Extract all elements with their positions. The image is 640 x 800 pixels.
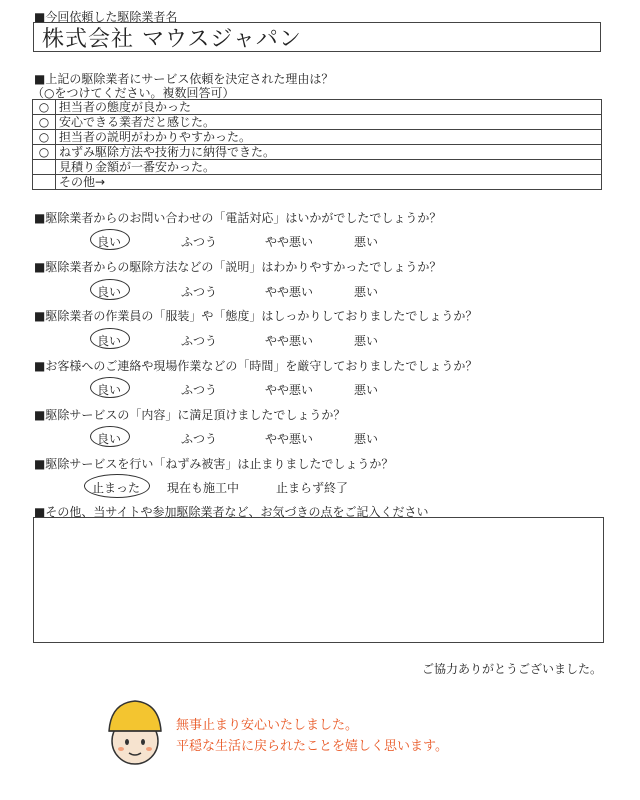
choice-bad[interactable]: 悪い (354, 285, 379, 299)
reason-row[interactable] (33, 100, 602, 115)
reasons-table (32, 99, 602, 190)
choice-good[interactable]: 良い (97, 235, 122, 249)
reason-row[interactable] (33, 115, 602, 130)
choice-ended-unresolved[interactable]: 止まらず終了 (276, 481, 349, 495)
thanks-text: ご協力ありがとうございました。 (422, 662, 603, 676)
reason-text: ねずみ駆除方法や技術力に納得できた。 (56, 145, 602, 160)
choice-normal[interactable]: ふつう (181, 383, 218, 397)
q8-label: ■駆除サービスを行い「ねずみ被害」は止まりましたでしょうか？ (34, 457, 394, 471)
reason-mark[interactable]: ○ (33, 115, 56, 130)
reason-text: 担当者の態度が良かった (56, 100, 602, 115)
reason-row[interactable] (33, 175, 602, 190)
choice-good[interactable]: 良い (97, 285, 122, 299)
reason-mark[interactable]: ○ (33, 100, 56, 115)
choice-bad[interactable]: 悪い (354, 235, 379, 249)
q7-label: ■駆除サービスの「内容」に満足頂けましたでしょうか？ (34, 408, 346, 422)
staff-comment-line: 無事止まり安心いたしました。 (176, 718, 359, 733)
q4-label: ■駆除業者からの駆除方法などの「説明」はわかりやすかったでしょうか？ (34, 260, 442, 274)
choice-normal[interactable]: ふつう (181, 235, 218, 249)
choice-somewhat-bad[interactable]: やや悪い (265, 235, 314, 249)
choice-good[interactable]: 良い (97, 383, 122, 397)
choice-stopped[interactable]: 止まった (92, 481, 141, 495)
reason-mark[interactable] (33, 160, 56, 175)
choice-normal[interactable]: ふつう (181, 432, 218, 446)
reason-text: その他→ (56, 175, 602, 190)
reason-text: 見積り金額が一番安かった。 (56, 160, 602, 175)
choice-somewhat-bad[interactable]: やや悪い (265, 334, 314, 348)
q5-label: ■駆除業者の作業員の「服装」や「態度」はしっかりしておりましたでしょうか？ (34, 309, 478, 323)
q6-label: ■お客様へのご連絡や現場作業などの「時間」を厳守しておりましたでしょうか？ (34, 359, 478, 373)
choice-bad[interactable]: 悪い (354, 334, 379, 348)
staff-comment-line: 平穏な生活に戻られたことを嬉しく思います。 (176, 739, 448, 754)
comment-field[interactable] (33, 517, 604, 643)
choice-bad[interactable]: 悪い (354, 383, 379, 397)
q3-label: ■駆除業者からのお問い合わせの「電話対応」はいかがでしたでしょうか？ (34, 211, 442, 225)
choice-somewhat-bad[interactable]: やや悪い (265, 383, 314, 397)
q1-label: ■今回依頼した駆除業者名 (34, 10, 178, 24)
reason-row[interactable] (33, 145, 602, 160)
q2-sub-label: （○をつけてください。複数回答可） (32, 86, 235, 100)
reason-mark[interactable] (33, 175, 56, 190)
choice-in-progress[interactable]: 現在も施工中 (167, 481, 240, 495)
choice-somewhat-bad[interactable]: やや悪い (265, 285, 314, 299)
choice-bad[interactable]: 悪い (354, 432, 379, 446)
reason-mark[interactable]: ○ (33, 145, 56, 160)
q9-label: ■その他、当サイトや参加駆除業者など、お気づきの点をご記入ください (34, 505, 429, 519)
choice-normal[interactable]: ふつう (181, 285, 218, 299)
company-name-handwritten: 株式会社 マウスジャパン (42, 27, 302, 52)
staff-mascot-icon (103, 697, 167, 769)
choice-good[interactable]: 良い (97, 432, 122, 446)
reason-mark[interactable]: ○ (33, 130, 56, 145)
reason-text: 担当者の説明がわかりやすかった。 (56, 130, 602, 145)
q2-label: ■上記の駆除業者にサービス依頼を決定された理由は？ (34, 72, 334, 86)
reason-row[interactable] (33, 160, 602, 175)
reason-row[interactable] (33, 130, 602, 145)
choice-good[interactable]: 良い (97, 334, 122, 348)
reason-text: 安心できる業者だと感じた。 (56, 115, 602, 130)
choice-normal[interactable]: ふつう (181, 334, 218, 348)
choice-somewhat-bad[interactable]: やや悪い (265, 432, 314, 446)
